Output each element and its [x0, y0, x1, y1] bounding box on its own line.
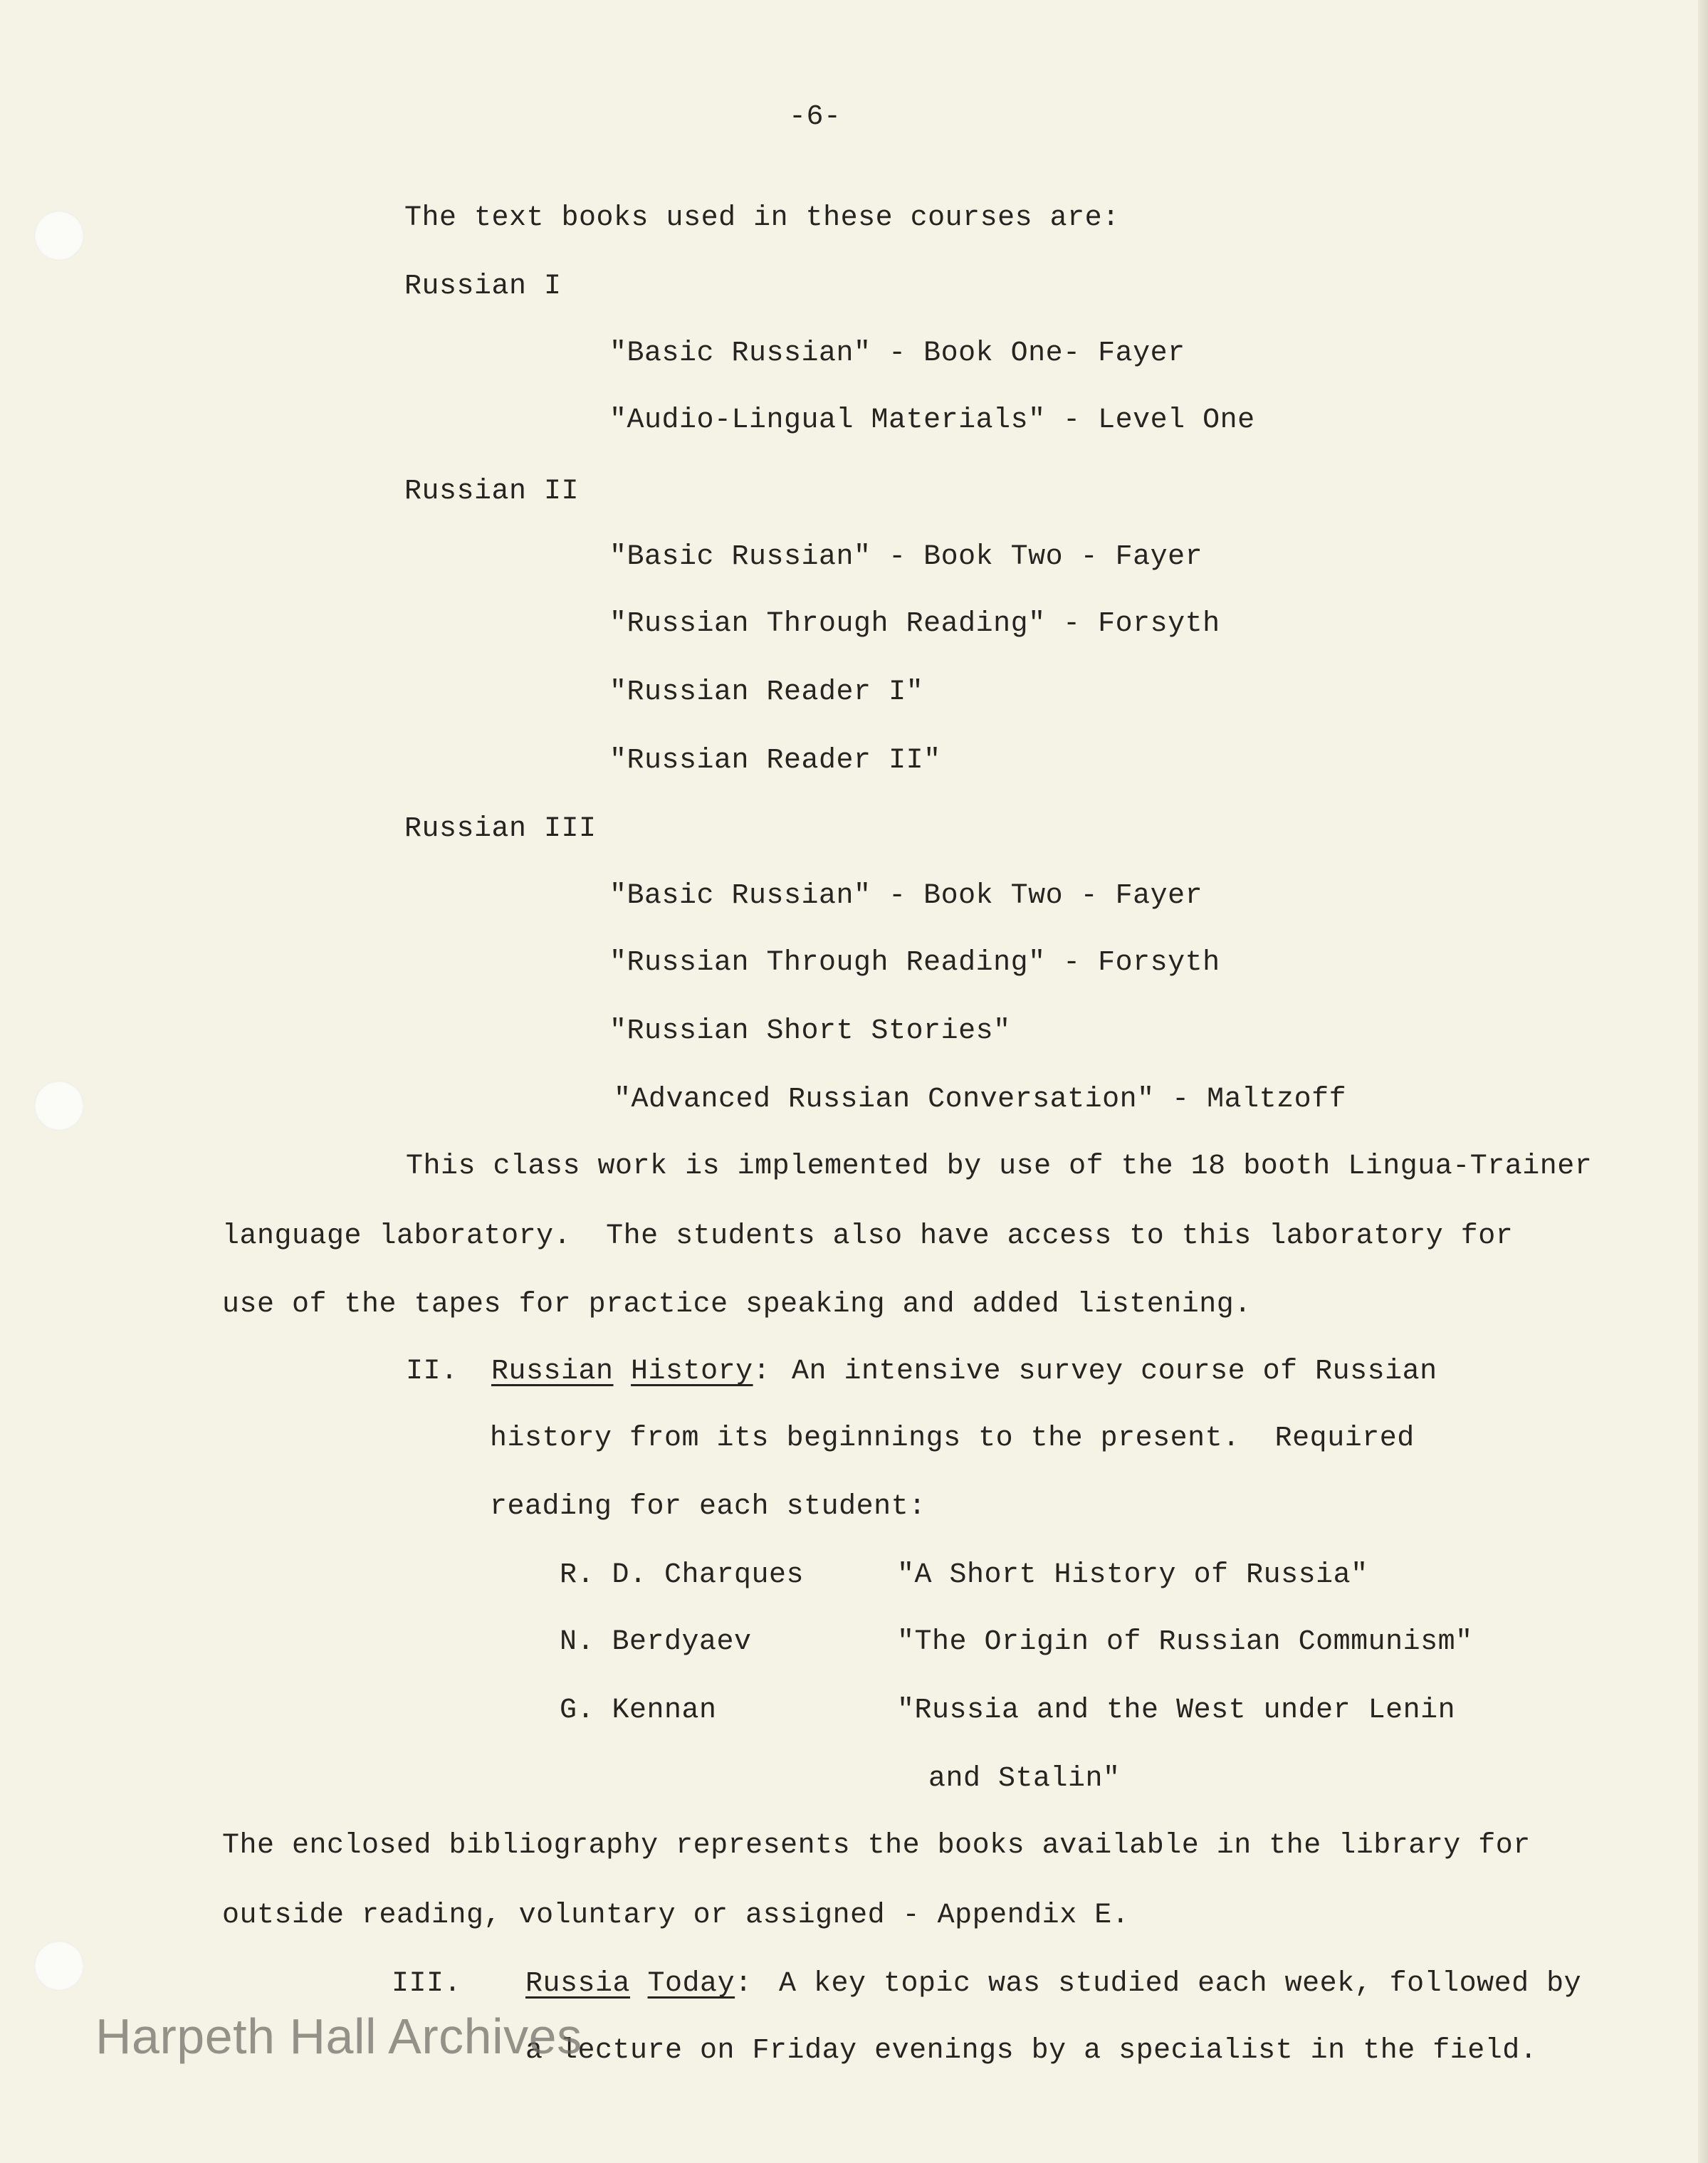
- reading-title: "A Short History of Russia": [897, 1559, 1368, 1591]
- section-2-title-word: History: [631, 1356, 753, 1388]
- intro-line: The text books used in these courses are:: [404, 202, 1120, 234]
- page-number: -6-: [789, 101, 842, 133]
- reading-title: "The Origin of Russian Communism": [897, 1626, 1473, 1658]
- russian-1-book: "Audio-Lingual Materials" - Level One: [609, 404, 1255, 436]
- russian-2-heading: Russian II: [404, 476, 580, 508]
- reading-author: N. Berdyaev: [560, 1626, 752, 1658]
- russian-3-book: "Russian Short Stories": [609, 1015, 1011, 1047]
- section-3-line: A key topic was studied each week, followed by: [779, 1968, 1582, 2000]
- section-2-line: An intensive survey course of Russian: [792, 1356, 1437, 1388]
- russian-2-book: "Russian Through Reading" - Forsyth: [609, 608, 1220, 640]
- section-2-line: history from its beginnings to the present. Required: [490, 1423, 1415, 1455]
- punch-hole: [34, 211, 84, 261]
- section-2-line: reading for each student:: [490, 1491, 926, 1523]
- russian-3-heading: Russian III: [404, 813, 597, 845]
- section-3-title: [525, 1966, 753, 2002]
- section-3-title-word: Today: [647, 1968, 735, 2000]
- lab-paragraph-line: language laboratory. The students also have access to this laboratory for: [222, 1220, 1514, 1252]
- section-3-colon: :: [735, 1968, 753, 2000]
- archive-watermark: Harpeth Hall Archives: [95, 2008, 582, 2064]
- reading-title: "Russia and the West under Lenin: [897, 1695, 1456, 1727]
- section-3-title-word: Russia: [525, 1968, 631, 2000]
- section-3-numeral: III.: [392, 1968, 462, 2000]
- bibliography-line: The enclosed bibliography represents the books available in the library for: [222, 1830, 1531, 1862]
- section-2-numeral: II.: [406, 1356, 459, 1388]
- russian-3-book: "Basic Russian" - Book Two - Fayer: [609, 880, 1203, 912]
- reading-author: R. D. Charques: [560, 1559, 805, 1591]
- russian-1-heading: Russian I: [404, 271, 562, 303]
- section-3-line: a lecture on Friday evenings by a specialist in the field.: [525, 2035, 1538, 2067]
- bibliography-line: outside reading, voluntary or assigned - Appendix E.: [222, 1900, 1130, 1932]
- section-2-title-word: Russian: [491, 1356, 614, 1388]
- russian-1-book: "Basic Russian" - Book One- Fayer: [609, 337, 1185, 370]
- section-2-colon: :: [753, 1356, 771, 1388]
- reading-author: G. Kennan: [560, 1695, 717, 1727]
- lab-paragraph-line: use of the tapes for practice speaking and added listening.: [222, 1289, 1252, 1321]
- lab-paragraph-line: This class work is implemented by use of the 18 booth Lingua-Trainer: [406, 1151, 1593, 1183]
- russian-2-book: "Basic Russian" - Book Two - Fayer: [609, 541, 1203, 573]
- punch-hole: [34, 1941, 84, 1991]
- russian-3-book: "Advanced Russian Conversation" - Maltzoff: [614, 1084, 1347, 1116]
- punch-hole: [34, 1081, 84, 1131]
- page-edge: [1698, 0, 1708, 2163]
- russian-2-book: "Russian Reader I": [609, 676, 924, 708]
- section-2-title: [491, 1354, 770, 1390]
- russian-3-book: "Russian Through Reading" - Forsyth: [609, 947, 1220, 979]
- russian-2-book: "Russian Reader II": [609, 745, 941, 777]
- reading-title-continuation: and Stalin": [928, 1763, 1121, 1795]
